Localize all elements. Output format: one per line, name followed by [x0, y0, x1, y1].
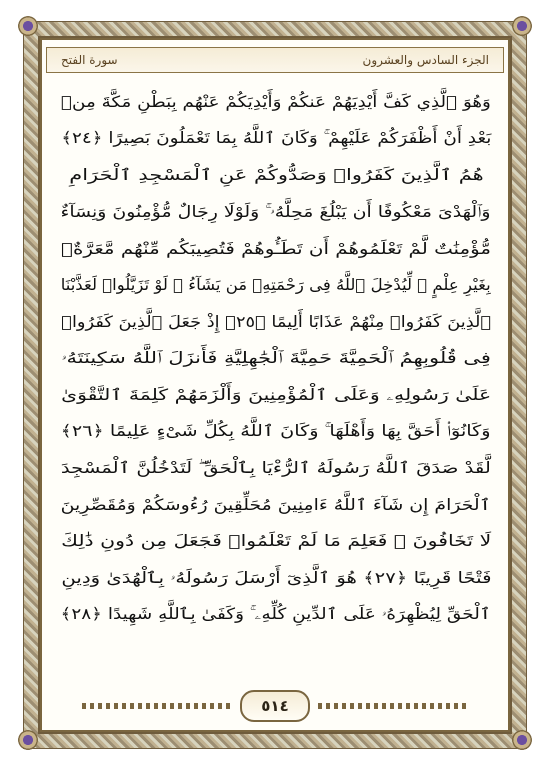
- corner-ornament-icon: [512, 16, 532, 36]
- verse-line: وَهُوَ ٱلَّذِي كَفَّ أَيْدِيَهُمْ عَنكُمْ وَأَيْدِيَكُمْ عَنْهُم بِبَطْنِ مَكَّةَ مِنۢ: [61, 93, 491, 112]
- verse-line: ٱلَّذِينَ كَفَرُوا۟ مِنْهُمْ عَذَابًا أَلِيمًا ﴿٢٥﴾ إِذْ جَعَلَ ٱلَّذِينَ كَفَرُوا۟: [61, 312, 491, 331]
- verse-line: بَعْدِ أَنْ أَظْفَرَكُمْ عَلَيْهِمْ ۚ وَكَانَ ٱللَّهُ بِمَا تَعْمَلُونَ بَصِيرًا ﴿٢٤﴾: [60, 129, 492, 148]
- verse-line: مُّؤْمِنَٰتٌ لَّمْ تَعْلَمُوهُمْ أَن تَطَـُٔوهُمْ فَتُصِيبَكُم مِّنْهُم مَّعَرَّةٌۢ: [61, 239, 491, 258]
- surah-label: سورة الفتح: [61, 53, 118, 67]
- page-number: ٥١٤: [240, 690, 310, 722]
- footer-ornament-icon: [318, 703, 468, 709]
- verse-line: هُمُ ٱلَّذِينَ كَفَرُوا۟ وَصَدُّوكُمْ عَنِ ٱلْمَسْجِدِ ٱلْحَرَامِ: [68, 166, 484, 185]
- verse-line: عَلَىٰ رَسُولِهِۦ وَعَلَى ٱلْمُؤْمِنِينَ وَأَلْزَمَهُمْ كَلِمَةَ ٱلتَّقْوَىٰ: [60, 385, 492, 404]
- verse-line: لَّقَدْ صَدَقَ ٱللَّهُ رَسُولَهُ ٱلرُّءْيَا بِٱلْحَقِّ ۖ لَتَدْخُلُنَّ ٱلْمَسْجِدَ: [60, 458, 492, 477]
- page-header: [46, 47, 504, 73]
- verse-line: لَا تَخَافُونَ ۖ فَعَلِمَ مَا لَمْ تَعْلَمُوا۟ فَجَعَلَ مِن دُونِ ذَٰلِكَ: [60, 532, 492, 551]
- verse-line: ٱلْحَرَامَ إِن شَآءَ ٱللَّهُ ءَامِنِينَ مُحَلِّقِينَ رُءُوسَكُمْ وَمُقَصِّرِينَ: [60, 495, 492, 514]
- verse-line: وَكَانُوٓا۟ أَحَقَّ بِهَا وَأَهْلَهَا ۚ وَكَانَ ٱللَّهُ بِكُلِّ شَىْءٍ عَلِيمًا ﴿٢٦﴾: [61, 422, 491, 441]
- verse-line: فِى قُلُوبِهِمُ ٱلْحَمِيَّةَ حَمِيَّةَ ٱلْجَٰهِلِيَّةِ فَأَنزَلَ ٱللَّهُ سَكِينَتَهُۥ: [61, 348, 491, 367]
- corner-ornament-icon: [18, 16, 38, 36]
- verse-line: ٱلْحَقِّ لِيُظْهِرَهُۥ عَلَى ٱلدِّينِ كُلِّهِۦ ۚ وَكَفَىٰ بِٱللَّهِ شَهِيدًا ﴿٢٨﴾: [60, 605, 492, 624]
- verse-line: فَتْحًا قَرِيبًا ﴿٢٧﴾ هُوَ ٱلَّذِىٓ أَرْسَلَ رَسُولَهُۥ بِٱلْهُدَىٰ وَدِينِ: [60, 568, 492, 587]
- verse-line: وَٱلْهَدْىَ مَعْكُوفًا أَن يَبْلُغَ مَحِلَّهُۥ ۚ وَلَوْلَا رِجَالٌ مُّؤْمِنُونَ وَنِسَآءٌ: [60, 202, 492, 221]
- corner-ornament-icon: [18, 730, 38, 750]
- page-footer: [46, 688, 504, 724]
- footer-ornament-icon: [82, 703, 232, 709]
- corner-ornament-icon: [512, 730, 532, 750]
- juz-label: الجزء السادس والعشرون: [362, 53, 489, 67]
- verse-line: بِغَيْرِ عِلْمٍ ۖ لِّيُدْخِلَ ٱللَّهُ فِى رَحْمَتِهِۦ مَن يَشَآءُ ۚ لَوْ تَزَيَّلُوا۟ لَعَذَّبْنَا: [61, 276, 491, 295]
- verse-text-block: [58, 84, 494, 670]
